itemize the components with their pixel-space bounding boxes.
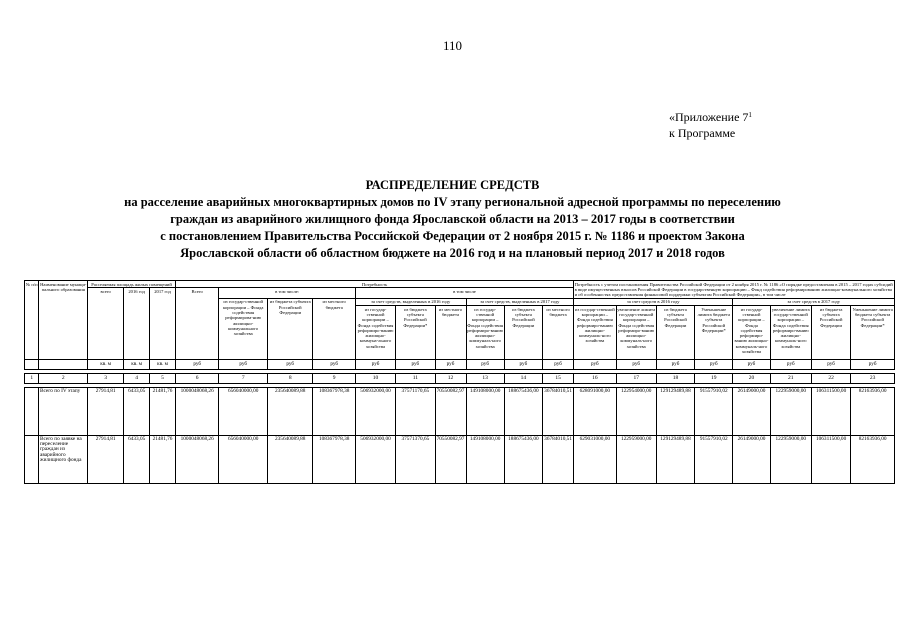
- unit-cell: кв. м: [124, 360, 150, 370]
- unit-cell: руб: [175, 360, 218, 370]
- value-cell: 656040000,00: [219, 388, 268, 436]
- value-cell: 122959000,00: [770, 388, 811, 436]
- th-c12: из местного бюджета: [435, 306, 466, 360]
- th-c17: увеличение лимита государ-ственной корпорации – Фонда содействия реформиро-ванию жилищно-коммуналь-ного хозяйства: [616, 306, 656, 360]
- value-cell: 27914,81: [88, 388, 124, 436]
- unit-cell-empty: [39, 360, 88, 370]
- table-row: [25, 436, 895, 484]
- column-number-cell: 13: [466, 374, 504, 384]
- column-number-cell: 2: [39, 374, 88, 384]
- value-cell: 122954000,00: [616, 388, 656, 436]
- column-number-cell: 11: [396, 374, 435, 384]
- value-cell: 506932000,00: [355, 388, 395, 436]
- unit-cell: кв. м: [88, 360, 124, 370]
- th-alloc-2016: за счет средств, выделенных в 2016 году: [355, 298, 466, 305]
- column-number-cell: 22: [811, 374, 850, 384]
- value-cell: 106311500,00: [811, 388, 850, 436]
- column-number-cell: 3: [88, 374, 124, 384]
- value-cell: 70550082,97: [435, 388, 466, 436]
- value-cell: 506932000,00: [355, 436, 395, 484]
- value-cell: 36784010,51: [543, 436, 574, 484]
- column-number-cell: 17: [616, 374, 656, 384]
- value-cell: 122959000,00: [770, 436, 811, 484]
- column-number-cell: 7: [219, 374, 268, 384]
- value-cell: 91557910,02: [695, 436, 733, 484]
- title-line3: граждан из аварийного жилищного фонда Ярославской области на 2013 – 2017 годы в соответствии: [170, 212, 735, 226]
- unit-cell: руб: [811, 360, 850, 370]
- unit-cell: руб: [574, 360, 616, 370]
- value-cell: 629031000,00: [574, 436, 616, 484]
- th-area-total: всего: [88, 288, 124, 360]
- unit-cell: руб: [313, 360, 355, 370]
- unit-cell: руб: [504, 360, 542, 370]
- unit-cell: руб: [543, 360, 574, 370]
- unit-cell: руб: [355, 360, 395, 370]
- th-municipality: Наименование муници-пального образования: [39, 281, 88, 360]
- th-area-2017: 2017 год: [150, 288, 176, 360]
- column-number-cell: 4: [124, 374, 150, 384]
- row-number-cell: [25, 436, 39, 484]
- row-name-cell: Всего по заявке на переселение граждан из аварийного жилищного фонда: [39, 436, 88, 484]
- th-c14: из бюджета субъекта Российской Федерации: [504, 306, 542, 360]
- row-name-cell: Всего по IV этапу: [39, 388, 88, 436]
- value-cell: 27914,81: [88, 436, 124, 484]
- th-area-2016: 2016 год: [124, 288, 150, 360]
- column-number-cell: 20: [733, 374, 770, 384]
- column-number-cell: 12: [435, 374, 466, 384]
- table-row: [25, 388, 895, 436]
- th-c21: увеличение лимита государ-ственной корпорации – Фонда содействия реформиро-ванию жилищно-коммуналь-ного хозяйства: [770, 306, 811, 360]
- value-cell: 37571370,65: [396, 436, 435, 484]
- value-cell: 235640089,88: [267, 436, 313, 484]
- value-cell: 21481,76: [150, 388, 176, 436]
- value-cell: 91557910,02: [695, 388, 733, 436]
- column-number-cell: 18: [656, 374, 694, 384]
- th-need-total: Всего: [175, 288, 218, 360]
- value-cell: 82163936,00: [851, 436, 895, 484]
- unit-cell: руб: [770, 360, 811, 370]
- column-number-cell: 15: [543, 374, 574, 384]
- value-cell: 149108000,00: [466, 388, 504, 436]
- column-number-cell: 6: [175, 374, 218, 384]
- th-fund: из государ-ственной корпорации – Фонда содействия реформирова-нию жилищно-коммунального хозяйства: [219, 298, 268, 359]
- column-number-cell: 5: [150, 374, 176, 384]
- value-cell: 628091000,00: [574, 388, 616, 436]
- value-cell: 26149000,00: [733, 436, 770, 484]
- th-c23: Уменьшение лимита бюджета субъекта Российской Федерации*: [851, 306, 895, 360]
- th-local: из местного бюджета: [313, 298, 355, 359]
- value-cell: 6433,05: [124, 436, 150, 484]
- value-cell: 70550082,97: [435, 436, 466, 484]
- th-no: № п/п: [25, 281, 39, 360]
- appendix-line1: «Приложение 7: [669, 110, 749, 124]
- page-number: 110: [442, 38, 463, 53]
- th-c20: из государ-ственной корпорации – Фонда содействия реформиро-ванию жилищно-коммуналь-ного хозяйства: [733, 306, 770, 360]
- title-line4: с постановлением Правительства Российской Федерации от 2 ноября 2015 г. № 1186 и проектом Закона: [160, 229, 745, 243]
- value-cell: 36784010,51: [543, 388, 574, 436]
- value-cell: 656040000,00: [219, 436, 268, 484]
- column-number-cell: 9: [313, 374, 355, 384]
- appendix-sup: 1: [748, 111, 752, 119]
- value-cell: 6433,05: [124, 388, 150, 436]
- value-cell: 1000048068,26: [175, 436, 218, 484]
- value-cell: 108367978,38: [313, 388, 355, 436]
- unit-cell: руб: [695, 360, 733, 370]
- th-c19: Уменьшение лимита бюджета субъекта Российской Федерации*: [695, 306, 733, 360]
- unit-cell: руб: [435, 360, 466, 370]
- unit-cell: руб: [616, 360, 656, 370]
- data-body: [25, 388, 895, 484]
- unit-cell: руб: [733, 360, 770, 370]
- th-c13: из государ-ственной корпорации – Фонда содействия реформиро-ванию жилищно-коммуналь-ного хозяйства: [466, 306, 504, 360]
- th-incl-2: в том числе: [355, 288, 573, 299]
- document-title: [0, 177, 905, 262]
- value-cell: 129129489,88: [656, 388, 694, 436]
- title-line1: РАСПРЕДЕЛЕНИЕ СРЕДСТВ: [365, 178, 540, 192]
- th-funds-2017: за счет средств в 2017 году: [733, 298, 895, 305]
- value-cell: 26149000,00: [733, 388, 770, 436]
- column-number-cell: 1: [25, 374, 39, 384]
- value-cell: 122959000,00: [616, 436, 656, 484]
- th-c15: из местного бюджета: [543, 306, 574, 360]
- th-c18: из бюджета субъекта Российской Федерации: [656, 306, 694, 360]
- unit-cell: руб: [219, 360, 268, 370]
- th-area: Расселяемая площадь жилых помещений: [88, 281, 176, 288]
- th-need-resolution: Потребность с учетом постановления Правительства Российской Федерации от 2 ноября 2015 г. № 1186 «О порядке предоставления в 2015 – 2017 годах субсидий в виде имущественных взносов Российской Федерации в государственную корпорацию – Фонд содействия реформированию жилищно-коммунального хозяйства и об особенностях предоставления финансовой поддержки субъектам Российской Федерации», в том числе: [574, 281, 893, 298]
- th-alloc-2017: за счет средств, выделенных в 2017 году: [466, 298, 574, 305]
- value-cell: 235640089,88: [267, 388, 313, 436]
- value-cell: 108367978,38: [313, 436, 355, 484]
- value-cell: 1000048068,26: [175, 388, 218, 436]
- th-need: Потребность: [175, 281, 573, 288]
- appendix-label: [669, 109, 752, 141]
- column-number-cell: 10: [355, 374, 395, 384]
- title-line2: на расселение аварийных многоквартирных домов по IV этапу региональной адресной программы по переселению: [124, 195, 781, 209]
- value-cell: 188675436,00: [504, 388, 542, 436]
- value-cell: 37571170,65: [396, 388, 435, 436]
- unit-cell-empty: [25, 360, 39, 370]
- value-cell: 129129489,88: [656, 436, 694, 484]
- th-subject: из бюджета субъекта Российской Федерации: [267, 298, 313, 359]
- unit-cell: руб: [396, 360, 435, 370]
- th-c16: из государ-ственной корпорации – Фонда содействия реформиро-ванию жилищно-коммуналь-ного хозяйства: [574, 306, 616, 360]
- row-number-cell: [25, 388, 39, 436]
- column-number-cell: 14: [504, 374, 542, 384]
- column-number-cell: 23: [851, 374, 895, 384]
- value-cell: 188675436,00: [504, 436, 542, 484]
- value-cell: 106311500,00: [811, 436, 850, 484]
- unit-cell: руб: [656, 360, 694, 370]
- title-line5: Ярославской области об областном бюджете на 2016 год и на плановый период 2017 и 2018 годов: [180, 246, 725, 260]
- allocation-table-wrapper: [24, 280, 895, 484]
- th-c22: из бюджета субъекта Российской Федерации: [811, 306, 850, 360]
- allocation-table: [24, 280, 895, 484]
- column-number-cell: 16: [574, 374, 616, 384]
- column-number-cell: 8: [267, 374, 313, 384]
- unit-cell: кв. м: [150, 360, 176, 370]
- value-cell: 82163936,00: [851, 388, 895, 436]
- units-row: [25, 360, 895, 370]
- value-cell: 21481,76: [150, 436, 176, 484]
- unit-cell: руб: [851, 360, 895, 370]
- unit-cell: руб: [466, 360, 504, 370]
- th-c10: из государ-ственной корпорации – Фонда содействия реформиро-ванию жилищно-коммуна-льного хозяйства: [355, 306, 395, 360]
- column-number-cell: 19: [695, 374, 733, 384]
- appendix-line2: к Программе: [669, 126, 736, 140]
- value-cell: 149108000,00: [466, 436, 504, 484]
- unit-cell: руб: [267, 360, 313, 370]
- th-incl-1: в том числе:: [219, 288, 355, 299]
- th-c11: из бюджета субъекта Российской Федерации*: [396, 306, 435, 360]
- th-funds-2016: за счет средств в 2016 году: [574, 298, 733, 305]
- column-numbers-row: [25, 374, 895, 384]
- column-number-cell: 21: [770, 374, 811, 384]
